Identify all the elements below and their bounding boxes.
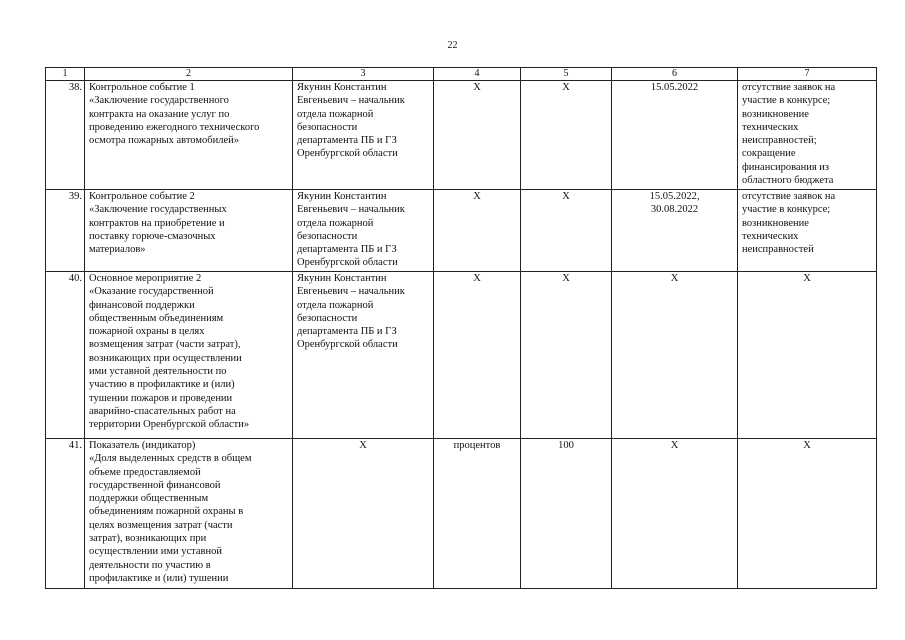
row-number: 38. (46, 81, 85, 190)
row-col6: Х (612, 439, 738, 589)
row-date: 15.05.2022 (612, 81, 738, 190)
row-col5: Х (521, 272, 612, 439)
row-number: 40. (46, 272, 85, 439)
row-responsible: Якунин Константин Евгеньевич – начальник отдела пожарной безопасности департамента ПБ и ГЗ Оренбургской области (293, 190, 434, 272)
table-row (46, 81, 877, 190)
row-risks: отсутствие заявок на участие в конкурсе; возникновение технических неисправностей; сокращение финансирования из областного бюджета (738, 81, 877, 190)
row-responsible: Якунин Константин Евгеньевич – начальник отдела пожарной безопасности департамента ПБ и ГЗ Оренбургской области (293, 272, 434, 439)
row-col4: Х (434, 81, 521, 190)
header-cell: 6 (612, 68, 738, 81)
row-date: 15.05.2022, 30.08.2022 (612, 190, 738, 272)
row-risks: отсутствие заявок на участие в конкурсе; возникновение технических неисправностей (738, 190, 877, 272)
table-row (46, 190, 877, 272)
row-number: 39. (46, 190, 85, 272)
header-cell: 7 (738, 68, 877, 81)
row-col5: Х (521, 81, 612, 190)
header-cell: 5 (521, 68, 612, 81)
table-row (46, 439, 877, 589)
header-cell: 2 (85, 68, 293, 81)
row-col4: Х (434, 272, 521, 439)
row-number: 41. (46, 439, 85, 589)
row-col7: Х (738, 272, 877, 439)
row-col4: Х (434, 190, 521, 272)
row-title: Показатель (индикатор) «Доля выделенных средств в общем объеме предоставляемой государственной финансовой поддержки общественным объединениям пожарной охраны в целях возмещения затрат (части затрат), возникающих при осуществлении ими уставной деятельности по участию в профилактике и (или) тушении (85, 439, 293, 589)
row-responsible: Якунин Константин Евгеньевич – начальник отдела пожарной безопасности департамента ПБ и ГЗ Оренбургской области (293, 81, 434, 190)
row-col5: Х (521, 190, 612, 272)
row-col6: Х (612, 272, 738, 439)
table-row (46, 272, 877, 439)
header-cell: 4 (434, 68, 521, 81)
row-title: Основное мероприятие 2 «Оказание государственной финансовой поддержки общественным объединениям пожарной охраны в целях возмещения затрат (части затрат), возникающих при осуществлении ими уставной деятельности по участию в профилактике и (или) тушении пожаров и проведении аварийно-спасательных работ на территории Оренбургской области» (85, 272, 293, 439)
row-col7: Х (738, 439, 877, 589)
page-number: 22 (447, 40, 458, 51)
row-title: Контрольное событие 2 «Заключение государственных контрактов на приобретение и поставку горюче-смазочных материалов» (85, 190, 293, 272)
header-cell: 3 (293, 68, 434, 81)
header-row (46, 68, 877, 81)
header-cell: 1 (46, 68, 85, 81)
row-value: 100 (521, 439, 612, 589)
row-unit: процентов (434, 439, 521, 589)
row-responsible: Х (293, 439, 434, 589)
row-title: Контрольное событие 1 «Заключение государственного контракта на оказание услуг по проведению ежегодного технического осмотра пожарных автомобилей» (85, 81, 293, 190)
plan-table (45, 67, 877, 589)
